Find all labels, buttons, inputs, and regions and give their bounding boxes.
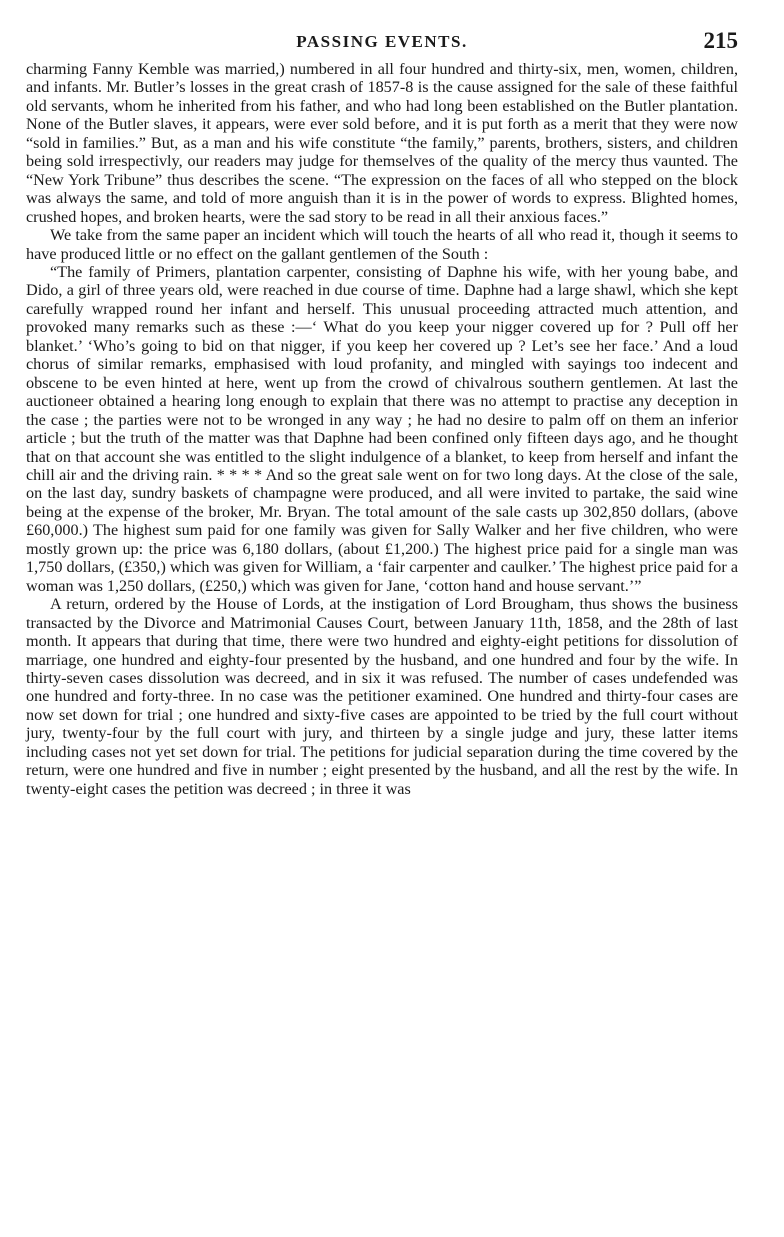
running-head: PASSING EVENTS. <box>296 32 468 51</box>
page-header <box>26 30 738 56</box>
page-number: 215 <box>703 28 738 53</box>
paragraph-primers-family-quote: “The family of Primers, plantation carpenter, consisting of Daphne his wife, with her young babe, and Dido, a girl of three years old, were reached in due course of time. Daphne had a large shawl, which she kept carefully wrapped round her infant and herself. This unusual proceeding attracted much attention, and provoked many remarks such as these :—‘ What do you keep your nigger covered up for ? Pull off her blanket.’ ‘Who’s going to bid on that nigger, if you keep her covered up ? Let’s see her face.’ And a loud chorus of similar remarks, emphasised with loud profanity, and mingled with sayings too indecent and obscene to be even hinted at here, went up from the crowd of chivalrous southern gentlemen. At last the auctioneer obtained a hearing long enough to explain that there was no attempt to practise any deception in the case ; the parties were not to be wronged in any way ; he had no desire to palm off on them an inferior article ; but the truth of the matter was that Daphne had been confined only fifteen days ago, and he thought that on that account she was entitled to the slight indulgence of a blanket, to keep from herself and infant the chill air and the driving rain. * * * * And so the great sale went on for two long days. At the close of the sale, on the last day, sundry baskets of champagne were produced, and all were invited to partake, the said wine being at the expense of the broker, Mr. Bryan. The total amount of the sale casts up 302,850 dollars, (above £60,000.) The highest sum paid for one family was given for Sally Walker and her five children, who were mostly grown up: the price was 6,180 dollars, (about £1,200.) The highest price paid for a single man was 1,750 dollars, (£350,) which was given for William, a ‘fair carpenter and caulker.’ The highest price paid for a woman was 1,250 dollars, (£250,) which was given for Jane, ‘cotton hand and house servant.’” <box>26 262 738 595</box>
paragraph-incident-intro: We take from the same paper an incident which will touch the hearts of all who read it, though it seems to have produced little or no effect on the gallant gentlemen of the South : <box>26 226 738 263</box>
book-page <box>26 30 738 798</box>
paragraph-butler-sale: charming Fanny Kemble was married,) numbered in all four hundred and thirty-six, men, women, children, and infants. Mr. Butler’s losses in the great crash of 1857-8 is the cause assigned for the sale of these faithful old servants, whom he inherited from his father, and who had long been established on the Butler plantation. None of the Butler slaves, it appears, were ever sold before, and it is put forth as a merit that they were now “sold in families.” But, as a man and his wife constitute “the family,” parents, brothers, sisters, and children being sold irrespectivly, our readers may judge for themselves of the quality of the mercy thus vaunted. The “New York Tribune” thus describes the scene. “The expression on the faces of all who stepped on the block was always the same, and told of more anguish than it is in the power of words to express. Blighted homes, crushed hopes, and broken hearts, were the sad story to be read in all their anxious faces.” <box>26 60 738 226</box>
paragraph-divorce-court-return: A return, ordered by the House of Lords, at the instigation of Lord Brougham, thus shows the business transacted by the Divorce and Matrimonial Causes Court, between January 11th, 1858, and the 28th of last month. It appears that during that time, there were two hundred and eighty-eight petitions for dissolution of marriage, one hundred and eighty-four presented by the husband, and one hundred and four by the wife. In thirty-seven cases dissolution was decreed, and in six it was refused. The number of cases undefended was one hundred and forty-three. In no case was the petitioner examined. One hundred and thirty-four cases are now set down for trial ; one hundred and sixty-five cases are appointed to be tried by the full court without jury, twenty-four by the full court with jury, and thirteen by a single judge and jury, these latter items including cases not yet set down for trial. The petitions for judicial separation during the time covered by the return, were one hundred and five in number ; eight presented by the husband, and all the rest by the wife. In twenty-eight cases the petition was decreed ; in three it was <box>26 595 738 798</box>
